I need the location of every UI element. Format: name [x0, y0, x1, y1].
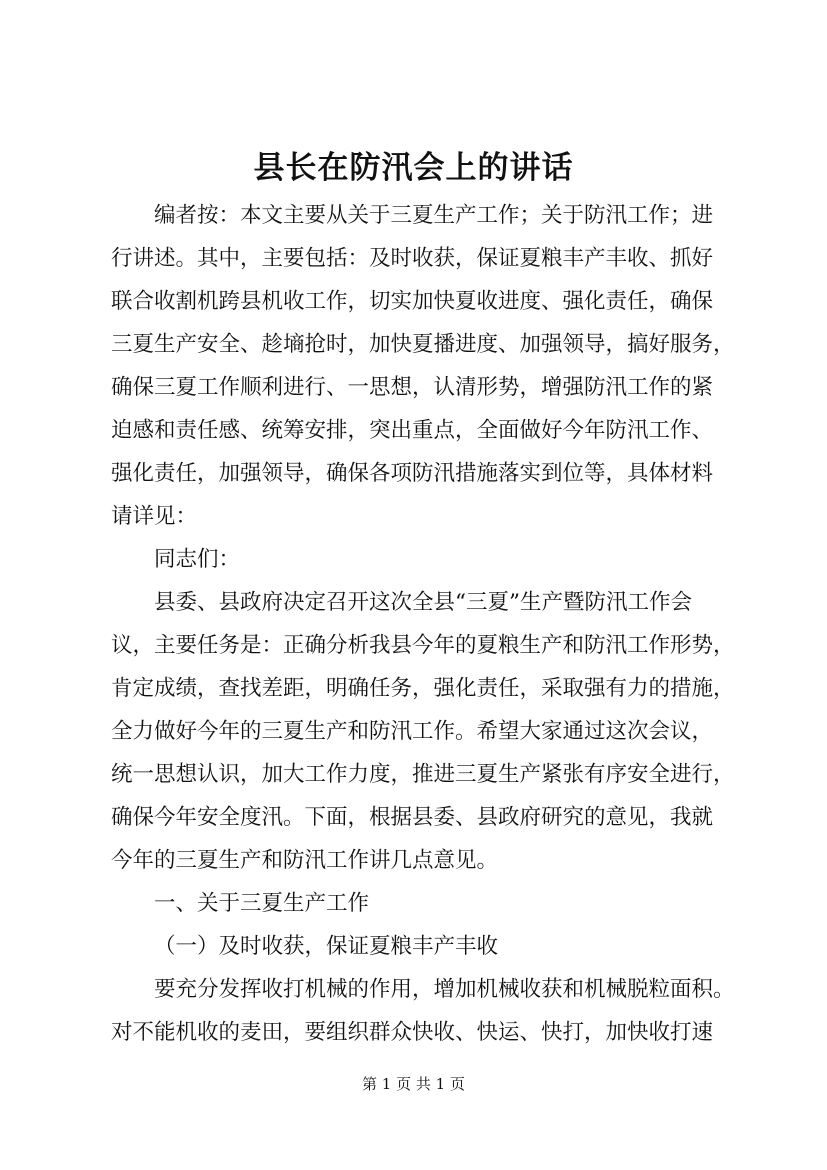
page-number-footer: 第 1 页 共 1 页 — [362, 1075, 465, 1093]
body-line: 三夏生产安全、趁墒抢时，加快夏播进度、加强领导，搞好服务， — [111, 332, 735, 357]
body-line: 联合收割机跨县机收工作，切实加快夏收进度、强化责任，确保 — [111, 289, 714, 314]
subsection-heading: （一）及时收获，保证夏粮丰产丰收 — [154, 934, 499, 959]
body-line: 迫感和责任感、统筹安排，突出重点，全面做好今年防汛工作、 — [111, 418, 714, 443]
body-line: 确保三夏工作顺利进行、一思想，认清形势，增强防汛工作的紧 — [111, 375, 714, 400]
body-line: 编者按：本文主要从关于三夏生产工作；关于防汛工作；进 — [154, 203, 714, 228]
document-body — [111, 194, 735, 1054]
body-line: 议，主要任务是：正确分析我县今年的夏粮生产和防汛工作形势， — [111, 633, 735, 658]
body-line: 行讲述。其中，主要包括：及时收获，保证夏粮丰产丰收、抓好 — [111, 246, 714, 271]
body-line: 统一思想认识，加大工作力度，推进三夏生产紧张有序安全进行， — [111, 762, 735, 787]
body-line: 今年的三夏生产和防汛工作讲几点意见。 — [111, 848, 499, 873]
body-line: 全力做好今年的三夏生产和防汛工作。希望大家通过这次会议， — [111, 719, 714, 744]
salutation: 同志们： — [154, 547, 241, 572]
body-line: 请详见： — [111, 504, 198, 529]
body-line: 对不能机收的麦田，要组织群众快收、快运、快打，加快收打速 — [111, 1020, 714, 1045]
body-line: 确保今年安全度汛。下面，根据县委、县政府研究的意见，我就 — [111, 805, 714, 830]
body-line: 县委、县政府决定召开这次全县“三夏”生产暨防汛工作会 — [154, 590, 692, 615]
body-line: 强化责任，加强领导，确保各项防汛措施落实到位等，具体材料 — [111, 461, 714, 486]
section-heading: 一、关于三夏生产工作 — [154, 891, 370, 916]
document-title: 县长在防汛会上的讲话 — [253, 150, 574, 186]
body-line: 要充分发挥收打机械的作用，增加机械收获和机械脱粒面积。 — [154, 977, 735, 1002]
body-line: 肯定成绩，查找差距，明确任务，强化责任，采取强有力的措施， — [111, 676, 735, 701]
